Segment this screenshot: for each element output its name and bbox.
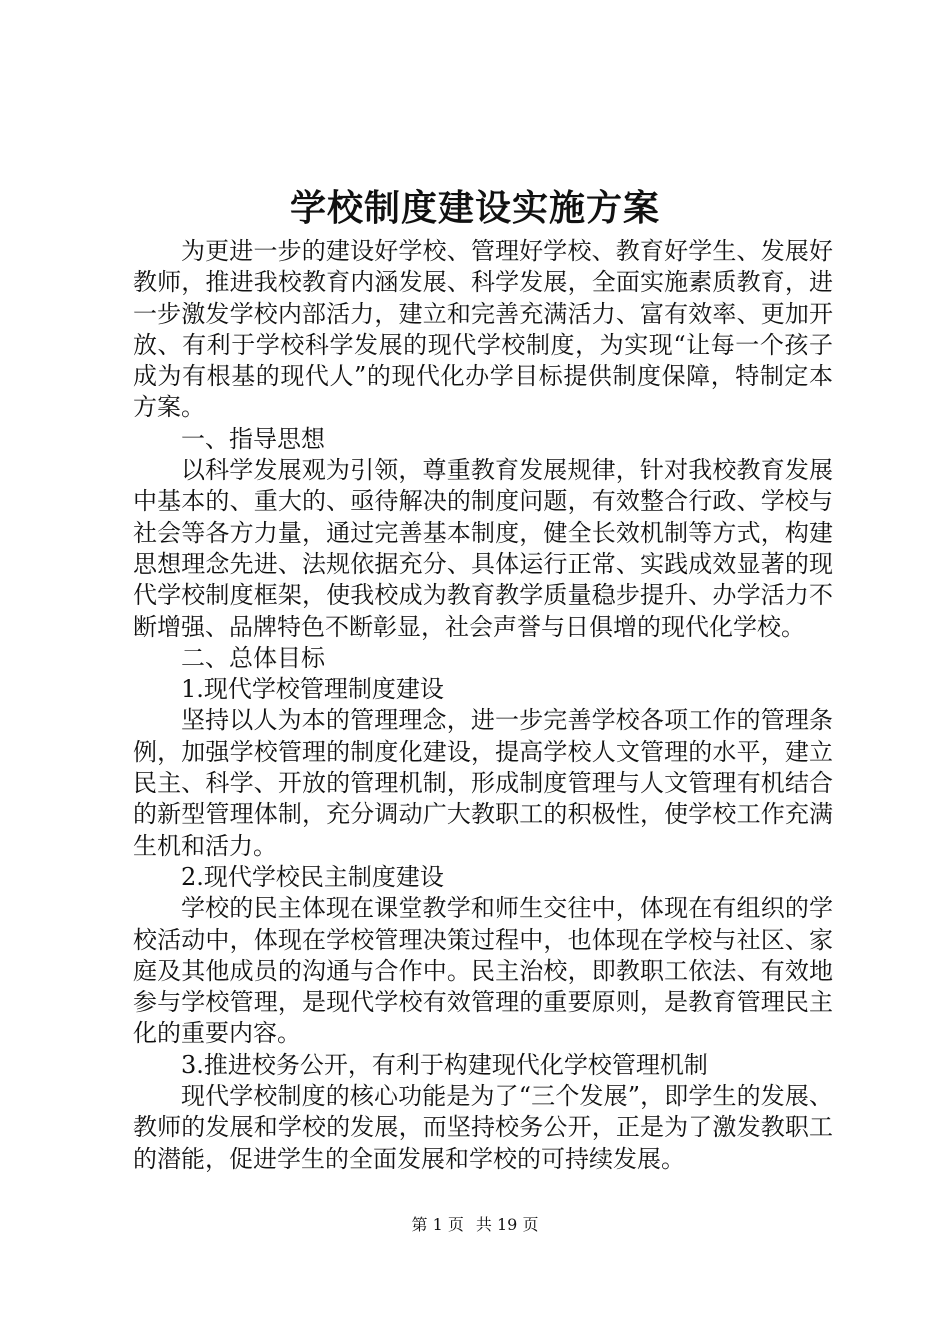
school-affairs-openness-paragraph: 现代学校制度的核心功能是为了“三个发展”，即学生的发展、教师的发展和学校的发展，而坚持校务公开，正是为了激发教职工的潜能，促进学生的全面发展和学校的可持续发展。 [133, 1082, 833, 1173]
page-number-current: 第 1 页 [411, 1215, 464, 1234]
document-title: 学校制度建设实施方案 [289, 187, 660, 229]
subsection-heading-school-affairs-openness: 3.推进校务公开，有利于构建现代化学校管理机制 [181, 1050, 708, 1079]
subsection-heading-management-system: 1.现代学校管理制度建设 [181, 675, 444, 704]
intro-paragraph: 为更进一步的建设好学校、管理好学校、教育好学生、发展好教师，推进我校教育内涵发展、科学发展，全面实施素质教育，进一步激发学校内部活力，建立和完善充满活力、富有效率、更加开放、有利于学校科学发展的现代学校制度，为实现“让每一个孩子成为有根基的现代人”的现代化办学目标提供制度保障，特制定本方案。 [133, 237, 833, 422]
management-system-paragraph: 坚持以人为本的管理理念，进一步完善学校各项工作的管理条例，加强学校管理的制度化建设，提高学校人文管理的水平，建立民主、科学、开放的管理机制，形成制度管理与人文管理有机结合的新型管理体制，充分调动广大教职工的积极性，使学校工作充满生机和活力。 [133, 706, 833, 860]
page-number-total: 共 19 页 [475, 1215, 539, 1234]
document-body [133, 236, 833, 1175]
subsection-heading-democratic-system: 2.现代学校民主制度建设 [181, 862, 444, 891]
section-heading-overall-goals: 二、总体目标 [181, 643, 325, 672]
section-heading-guiding-ideology: 一、指导思想 [181, 424, 325, 453]
guiding-ideology-paragraph: 以科学发展观为引领，尊重教育发展规律，针对我校教育发展中基本的、重大的、亟待解决的制度问题，有效整合行政、学校与社会等各方力量，通过完善基本制度，健全长效机制等方式，构建思想理念先进、法规依据充分、具体运行正常、实践成效显著的现代学校制度框架，使我校成为教育教学质量稳步提升、办学活力不断增强、品牌特色不断彰显，社会声誉与日俱增的现代化学校。 [133, 456, 833, 641]
page-footer [0, 1213, 950, 1237]
democratic-system-paragraph: 学校的民主体现在课堂教学和师生交往中，体现在有组织的学校活动中，体现在学校管理决策过程中，也体现在学校与社区、家庭及其他成员的沟通与合作中。民主治校，即教职工依法、有效地参与学校管理，是现代学校有效管理的重要原则，是教育管理民主化的重要内容。 [133, 894, 833, 1048]
